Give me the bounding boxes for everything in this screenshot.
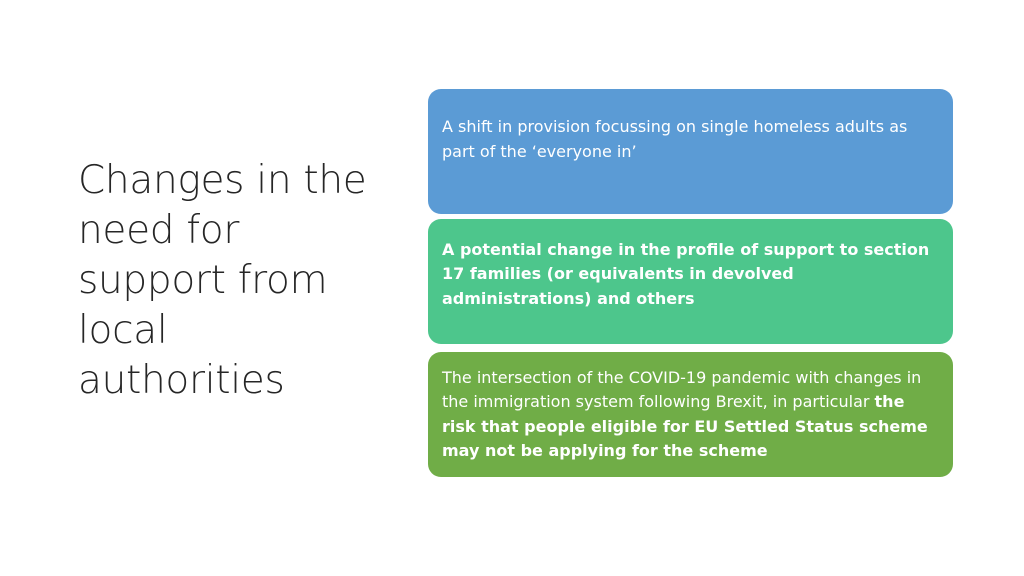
- provision-shift-box: [428, 89, 953, 214]
- provision-shift-text: A shift in provision focussing on single homeless adults as part of the ‘everyone in’: [442, 117, 908, 161]
- support-profile-box: [428, 219, 953, 344]
- slide-title: Changes in the need for support from local authorities: [78, 158, 367, 403]
- support-profile-text: A potential change in the profile of support to section 17 families (or equivalents in devolved administrations) and others: [442, 239, 930, 308]
- covid-brexit-text-bold: the risk that people eligible for EU Settled Status scheme may not be applying for the scheme: [442, 392, 928, 460]
- covid-brexit-text-regular: The intersection of the COVID-19 pandemic with changes in the immigration system following Brexit, in particular: [442, 367, 922, 411]
- covid-brexit-box: [428, 352, 953, 477]
- covid-brexit-text: [442, 366, 939, 464]
